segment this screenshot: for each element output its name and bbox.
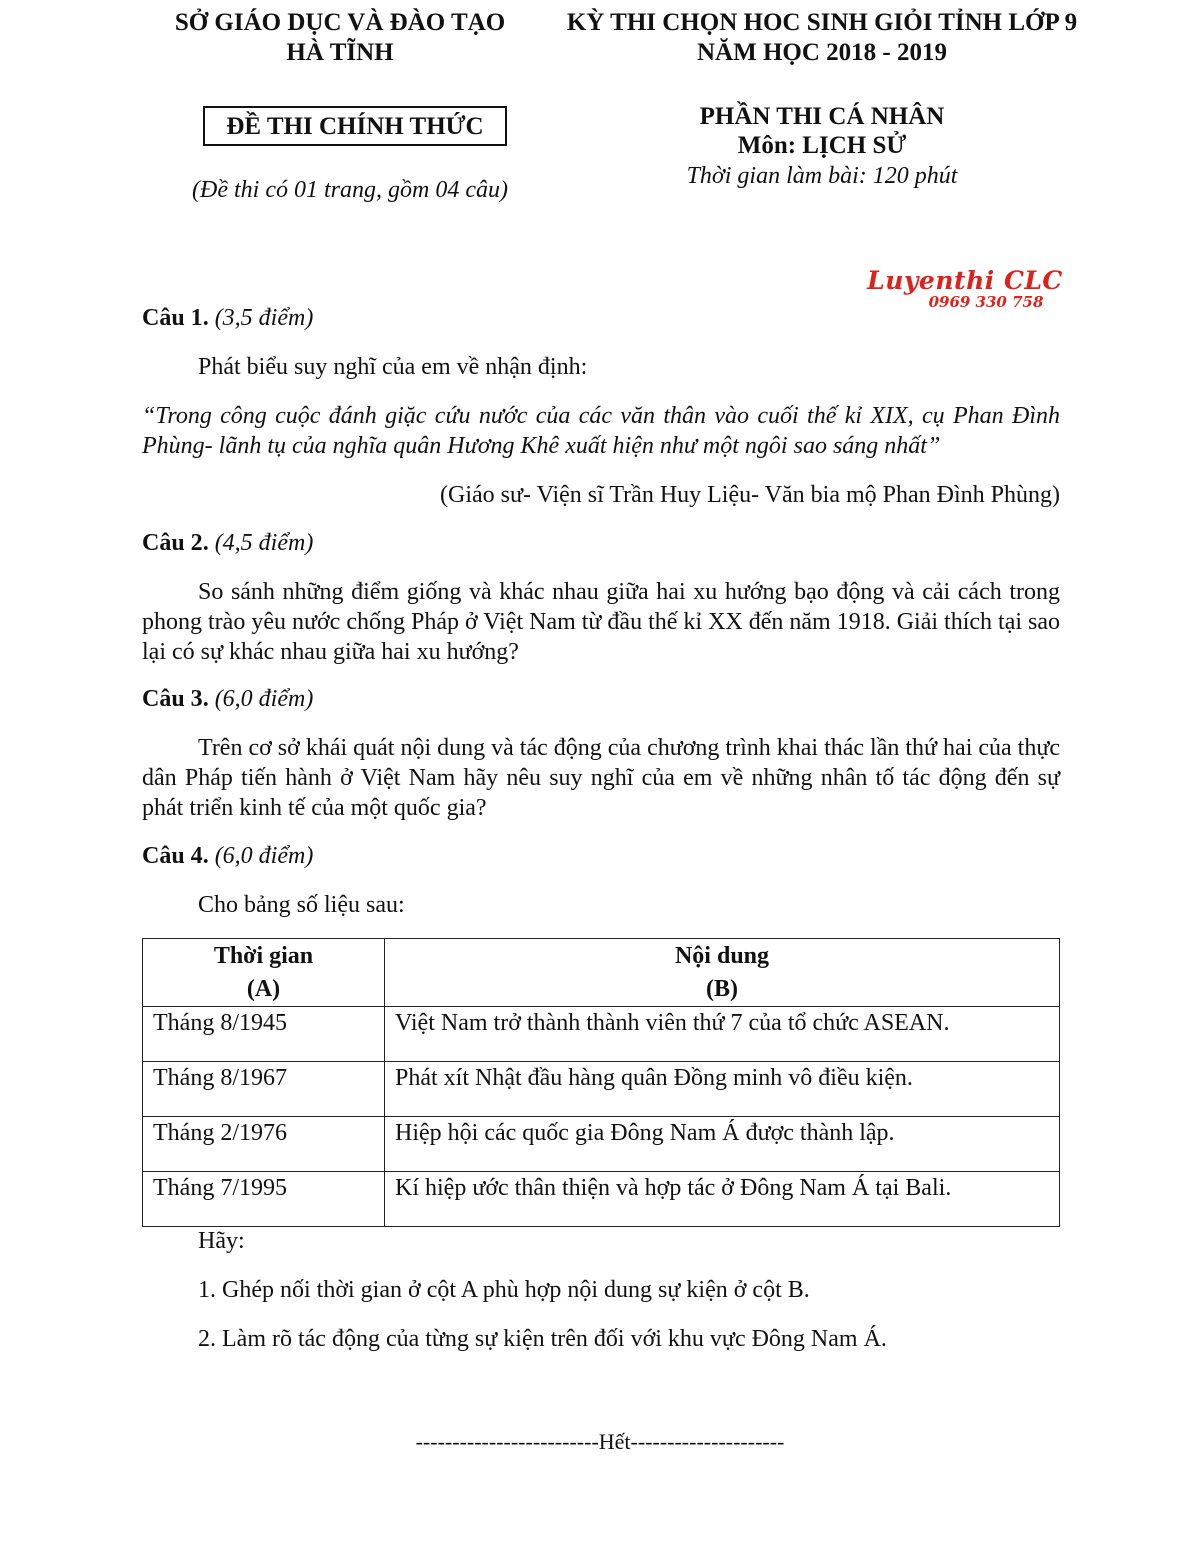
authority-line-2: HÀ TĨNH [286, 39, 394, 66]
question-2-label: Câu 2 [142, 530, 203, 556]
question-4-tasks [142, 1226, 1060, 1354]
cell-content: Phát xít Nhật đầu hàng quân Đồng minh vô điều kiện. [385, 1062, 1060, 1117]
question-4-heading: Câu 4. (6,0 điểm) [142, 843, 314, 869]
question-1-label: Câu 1 [142, 305, 203, 331]
table-header-row [143, 939, 1060, 1007]
table-row [143, 1172, 1060, 1227]
question-1 [142, 303, 1060, 510]
exam-title-line-2: NĂM HỌC 2018 - 2019 [697, 39, 947, 66]
tasks-intro: Hãy: [198, 1228, 245, 1254]
cell-content: Kí hiệp ước thân thiện và hợp tác ở Đông Nam Á tại Bali. [385, 1172, 1060, 1227]
question-3 [142, 684, 1060, 823]
question-4 [142, 841, 1060, 920]
task-1: 1. Ghép nối thời gian ở cột A phù hợp nội dung sự kiện ở cột B. [198, 1277, 810, 1303]
question-1-points: (3,5 điểm) [214, 305, 314, 331]
issuing-authority [150, 8, 530, 68]
end-marker: -------------------------Hết--------------------- [415, 1429, 785, 1454]
question-2-points: (4,5 điểm) [214, 530, 314, 556]
column-header-content-sub: (B) [706, 976, 738, 1002]
column-header-time [143, 939, 385, 1007]
cell-time: Tháng 8/1945 [143, 1007, 385, 1062]
section-title: PHẦN THI CÁ NHÂN [699, 103, 945, 130]
page-note: (Đề thi có 01 trang, gồm 04 câu) [192, 177, 508, 203]
question-1-attribution: (Giáo sư- Viện sĩ Trần Huy Liệu- Văn bia mộ Phan Đình Phùng) [440, 482, 1060, 508]
question-3-text: Trên cơ sở khái quát nội dung và tác động của chương trình khai thác lần thứ hai của thực dân Pháp tiến hành ở Việt Nam hãy nêu suy nghĩ của em về những nhân tố tác động đến sự phát triển kinh tế của một quốc gia? [142, 735, 1060, 821]
question-4-intro: Cho bảng số liệu sau: [198, 892, 405, 918]
watermark-name: Luyenthi CLC [867, 266, 1063, 295]
subject-title: Môn: LỊCH SỬ [737, 132, 907, 159]
question-2-heading: Câu 2. (4,5 điểm) [142, 530, 314, 556]
question-1-heading: Câu 1. (3,5 điểm) [142, 305, 314, 331]
cell-content: Việt Nam trở thành thành viên thứ 7 của tổ chức ASEAN. [385, 1007, 1060, 1062]
question-3-label: Câu 3 [142, 686, 203, 712]
question-2-text: So sánh những điểm giống và khác nhau giữa hai xu hướng bạo động và cải cách trong phong trào yêu nước chống Pháp ở Việt Nam từ đầu thế kỉ XX đến năm 1918. Giải thích tại sao lại có sự khác nhau giữa hai xu hướng? [142, 579, 1060, 665]
cell-time: Tháng 7/1995 [143, 1172, 385, 1227]
question-2 [142, 528, 1060, 667]
column-header-content [385, 939, 1060, 1007]
column-header-content-title: Nội dung [674, 943, 770, 969]
watermark-phone: 0969 330 758 [928, 293, 1044, 311]
cell-time: Tháng 8/1967 [143, 1062, 385, 1117]
authority-line-1: SỞ GIÁO DỤC VÀ ĐÀO TẠO [174, 9, 506, 36]
table-row [143, 1117, 1060, 1172]
question-4-label: Câu 4 [142, 843, 203, 869]
task-2: 2. Làm rõ tác động của từng sự kiện trên đối với khu vực Đông Nam Á. [198, 1326, 887, 1352]
table-row [143, 1062, 1060, 1117]
official-exam-badge: ĐỀ THI CHÍNH THỨC [203, 106, 507, 146]
column-header-time-sub: (A) [246, 976, 281, 1002]
question-3-heading: Câu 3. (6,0 điểm) [142, 686, 314, 712]
question-1-intro: Phát biểu suy nghĩ của em về nhận định: [198, 354, 588, 380]
section-info [548, 102, 1096, 192]
cell-time: Tháng 2/1976 [143, 1117, 385, 1172]
column-header-time-title: Thời gian [213, 943, 314, 969]
exam-title [548, 8, 1096, 68]
events-table [142, 938, 1060, 1227]
cell-content: Hiệp hội các quốc gia Đông Nam Á được thành lập. [385, 1117, 1060, 1172]
table-row [143, 1007, 1060, 1062]
exam-duration: Thời gian làm bài: 120 phút [686, 163, 958, 189]
exam-title-line-1: KỲ THI CHỌN HOC SINH GIỎI TỈNH LỚP 9 [566, 9, 1078, 36]
question-1-quote: “Trong công cuộc đánh giặc cứu nước của các văn thân vào cuối thế kỉ XIX, cụ Phan Đình Phùng- lãnh tụ của nghĩa quân Hương Khê xuất hiện như một ngôi sao sáng nhất” [142, 403, 1060, 459]
question-3-points: (6,0 điểm) [214, 686, 314, 712]
question-4-points: (6,0 điểm) [214, 843, 314, 869]
